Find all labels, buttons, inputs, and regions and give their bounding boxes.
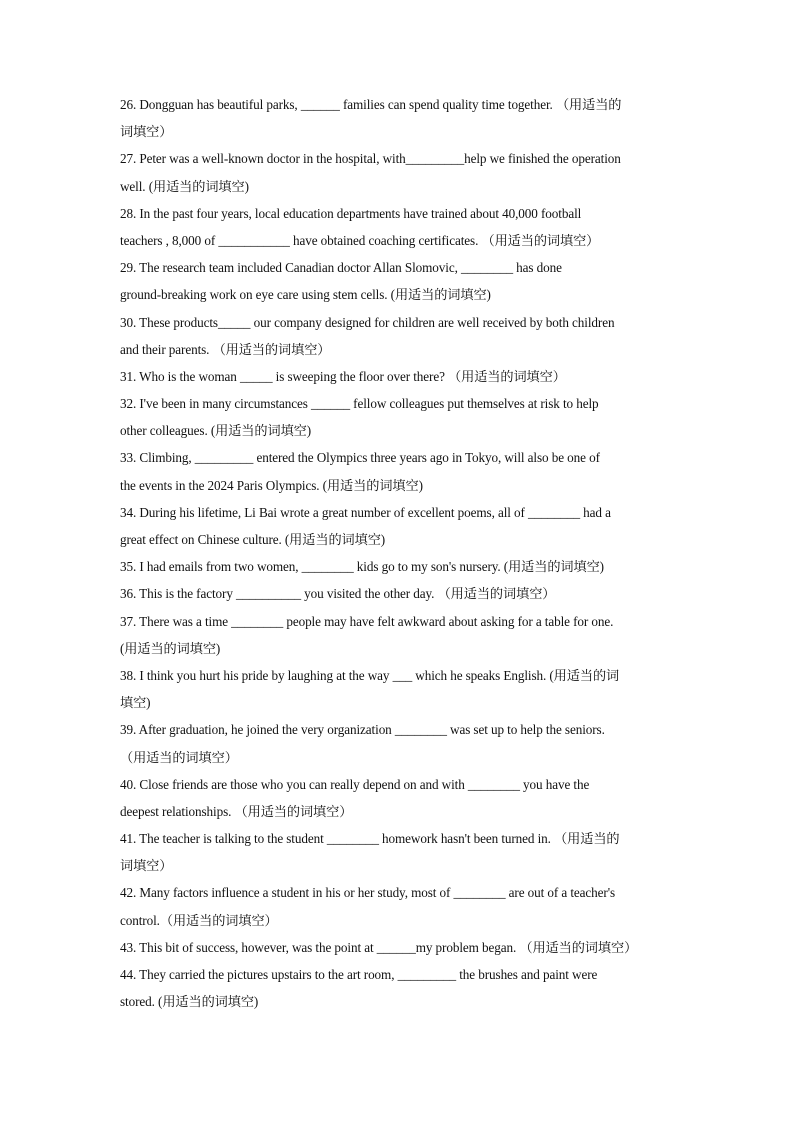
question-38-line-1: 38. I think you hurt his pride by laughing at the way ___ which he speaks English. (用适当的词 xyxy=(120,667,620,683)
question-44-line-1: 44. They carried the pictures upstairs to the art room, _________ the brushes and paint were xyxy=(120,967,598,982)
question-29-line-1: 29. The research team included Canadian doctor Allan Slomovic, ________ has done xyxy=(120,260,562,276)
question-40-line-1: 40. Close friends are those who you can really depend on and with ________ you have the xyxy=(120,776,590,792)
question-29-line-2: ground-breaking work on eye care using stem cells. (用适当的词填空) xyxy=(120,287,491,303)
question-39-line-1: 39. After graduation, he joined the very organization ________ was set up to help the seniors. xyxy=(120,722,605,738)
question-26-line-2: 词填空） xyxy=(120,124,173,140)
question-43-line-1: 43. This bit of success, however, was the point at ______my problem began. （用适当的词填空） xyxy=(120,939,638,955)
question-40-line-2: deepest relationships. （用适当的词填空） xyxy=(120,803,353,819)
question-42-line-2: control.（用适当的词填空） xyxy=(120,912,278,928)
question-27-line-2: well. (用适当的词填空) xyxy=(120,178,249,194)
question-34-line-1: 34. During his lifetime, Li Bai wrote a great number of excellent poems, all of ________ had a xyxy=(120,504,611,520)
question-38-line-2: 填空) xyxy=(120,695,151,711)
exercise-page xyxy=(120,91,682,1015)
question-30-line-2: and their parents. （用适当的词填空） xyxy=(120,341,331,357)
question-41-line-2: 词填空） xyxy=(120,858,173,874)
question-42-line-1: 42. Many factors influence a student in his or her study, most of ________ are out of a teacher's xyxy=(120,885,616,901)
question-39-line-2: （用适当的词填空） xyxy=(120,749,238,765)
question-32-line-2: other colleagues. (用适当的词填空) xyxy=(120,423,312,439)
question-26-line-1: 26. Dongguan has beautiful parks, ______ families can spend quality time together. （用适当的 xyxy=(120,97,622,112)
question-32-line-1: 32. I've been in many circumstances ______ fellow colleagues put themselves at risk to help xyxy=(120,396,599,412)
question-28-line-1: 28. In the past four years, local education departments have trained about 40,000 football xyxy=(120,205,582,221)
question-33-line-1: 33. Climbing, _________ entered the Olympics three years ago in Tokyo, will also be one of xyxy=(120,450,600,466)
question-36-line-1: 36. This is the factory __________ you visited the other day. （用适当的词填空） xyxy=(120,586,556,602)
question-30-line-1: 30. These products_____ our company designed for children are well received by both children xyxy=(120,314,615,330)
question-31-line-1: 31. Who is the woman _____ is sweeping the floor over there? （用适当的词填空） xyxy=(120,368,566,384)
question-27-line-1: 27. Peter was a well-known doctor in the hospital, with_________help we finished the operation xyxy=(120,151,621,167)
question-44-line-2: stored. (用适当的词填空) xyxy=(120,994,259,1010)
question-37-line-2: (用适当的词填空) xyxy=(120,640,221,656)
question-41-line-1: 41. The teacher is talking to the student ________ homework hasn't been turned in. （用适当的 xyxy=(120,831,620,847)
question-37-line-1: 37. There was a time ________ people may have felt awkward about asking for a table for one. xyxy=(120,613,614,629)
question-33-line-2: the events in the 2024 Paris Olympics. (用适当的词填空) xyxy=(120,477,423,493)
question-35-line-1: 35. I had emails from two women, ________ kids go to my son's nursery. (用适当的词填空) xyxy=(120,559,604,575)
question-34-line-2: great effect on Chinese culture. (用适当的词填空) xyxy=(120,532,386,547)
question-28-line-2: teachers , 8,000 of ___________ have obtained coaching certificates. （用适当的词填空） xyxy=(120,232,600,248)
